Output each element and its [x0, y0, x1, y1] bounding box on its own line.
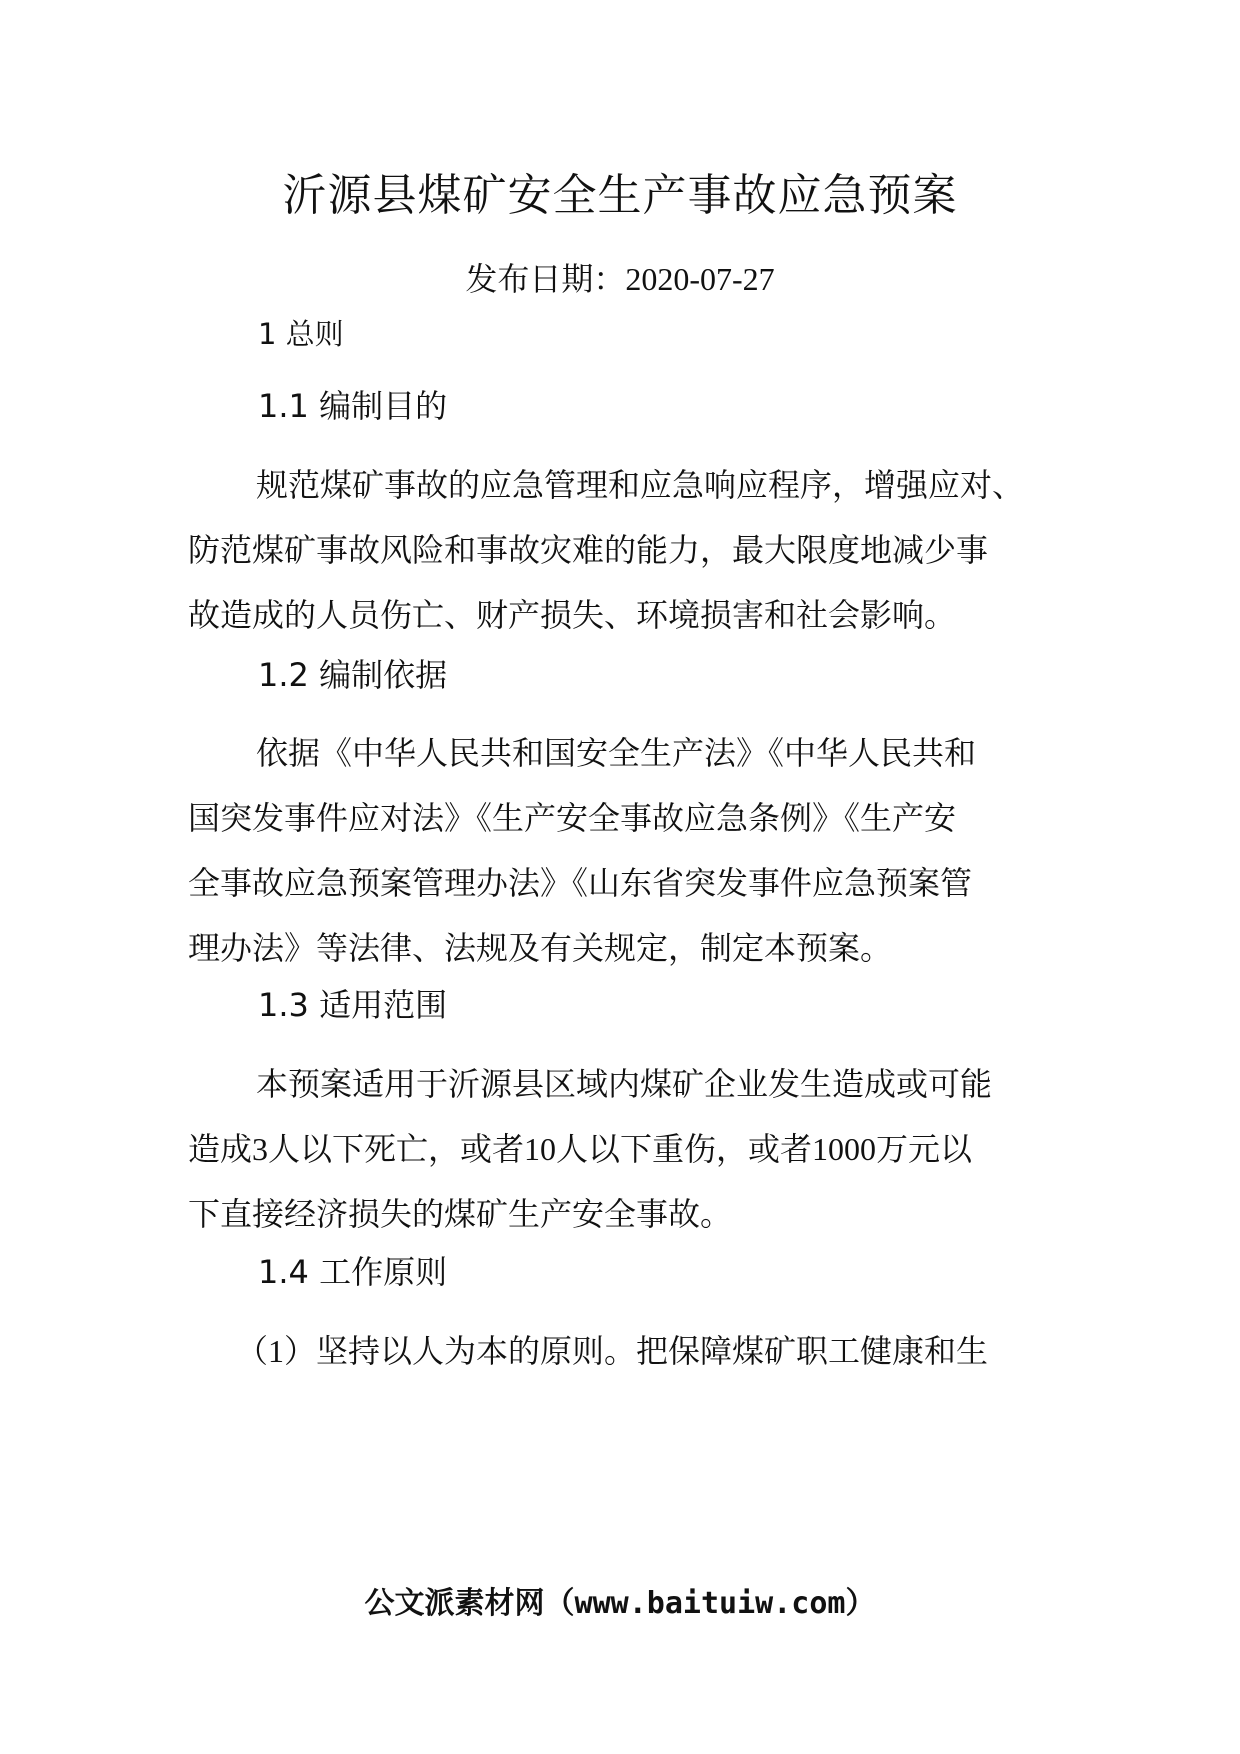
- text-fragment: ）坚持以人为本的原则。把保障煤矿职工健康和生: [284, 1332, 989, 1370]
- item-number: 1: [268, 1333, 285, 1369]
- paragraph-basis: [188, 721, 1063, 981]
- text-fragment: （: [236, 1332, 269, 1370]
- section-heading-basis: 1.2 编制依据: [258, 656, 448, 694]
- section-heading-scope: 1.3 适用范围: [258, 986, 448, 1024]
- paragraph-scope: [188, 1052, 1063, 1247]
- paragraph-line: 理办法》等法律、法规及有关规定，制定本预案。: [188, 929, 893, 967]
- paragraph-purpose: [188, 453, 1063, 648]
- footer-watermark: [0, 1582, 1240, 1626]
- number-loss: 1000: [812, 1131, 877, 1167]
- footer-site-url: www.baituiw.com: [574, 1586, 846, 1621]
- paragraph-line: 防范煤矿事故风险和事故灾难的能力，最大限度地减少事: [188, 531, 989, 569]
- publish-date-label: 发布日期：: [465, 260, 626, 298]
- text-fragment: 万元以: [876, 1130, 973, 1168]
- section-heading-general: 1 总则: [258, 317, 344, 351]
- paragraph-line: 下直接经济损失的煤矿生产安全事故。: [188, 1195, 733, 1233]
- paragraph-line: 规范煤矿事故的应急管理和应急响应程序，增强应对、: [256, 466, 1025, 504]
- footer-site-close: ）: [845, 1586, 876, 1621]
- section-heading-purpose: 1.1 编制目的: [258, 387, 448, 425]
- text-fragment: 人以下重伤，或者: [556, 1130, 813, 1168]
- paragraph-line: 故造成的人员伤亡、财产损失、环境损害和社会影响。: [188, 596, 957, 634]
- paragraph-line: [236, 1319, 1111, 1384]
- publish-date: [0, 257, 1240, 301]
- paragraph-line: 本预案适用于沂源县区域内煤矿企业发生造成或可能: [256, 1065, 993, 1103]
- footer-site-name: 公文派素材网（: [364, 1586, 575, 1621]
- number-deaths: 3: [252, 1131, 269, 1167]
- text-fragment: 造成: [188, 1130, 253, 1168]
- document-title: 沂源县煤矿安全生产事故应急预案: [282, 170, 958, 221]
- text-fragment: 人以下死亡，或者: [268, 1130, 525, 1168]
- number-injuries: 10: [524, 1131, 557, 1167]
- paragraph-principles: [236, 1319, 1111, 1384]
- paragraph-line: 依据《中华人民共和国安全生产法》《中华人民共和: [256, 734, 977, 772]
- paragraph-line: [188, 1117, 1063, 1182]
- paragraph-line: 全事故应急预案管理办法》《山东省突发事件应急预案管: [188, 864, 973, 902]
- publish-date-value: 2020-07-27: [625, 261, 775, 297]
- paragraph-line: 国突发事件应对法》《生产安全事故应急条例》《生产安: [188, 799, 957, 837]
- section-heading-principles: 1.4 工作原则: [258, 1253, 448, 1291]
